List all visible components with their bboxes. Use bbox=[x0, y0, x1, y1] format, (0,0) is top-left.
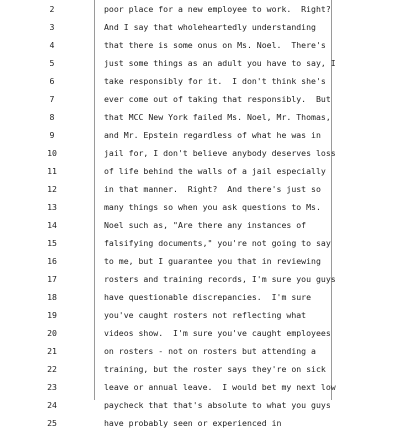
transcript-line bbox=[0, 270, 400, 288]
line-number: 4 bbox=[49, 40, 55, 50]
transcript-line bbox=[0, 108, 400, 126]
line-number: 16 bbox=[47, 256, 57, 266]
line-text: jail for, I don't believe anybody deserves loss bbox=[104, 148, 336, 158]
line-text: many things so when you ask questions to Ms. bbox=[104, 202, 321, 212]
transcript-line bbox=[0, 198, 400, 216]
line-number: 23 bbox=[47, 382, 57, 392]
line-text: videos show. I'm sure you've caught employees bbox=[104, 328, 331, 338]
line-number: 18 bbox=[47, 292, 57, 302]
line-number: 9 bbox=[49, 130, 55, 140]
transcript-line bbox=[0, 18, 400, 36]
line-text: And I say that wholeheartedly understanding bbox=[104, 22, 316, 32]
line-number: 5 bbox=[49, 58, 55, 68]
transcript-line bbox=[0, 72, 400, 90]
line-text: that MCC New York failed Ms. Noel, Mr. Thomas, bbox=[104, 112, 331, 122]
line-text: poor place for a new employee to work. Right? bbox=[104, 4, 331, 14]
line-text: have probably seen or experienced in bbox=[104, 418, 282, 428]
line-number: 3 bbox=[49, 22, 55, 32]
transcript-line bbox=[0, 234, 400, 252]
line-number: 21 bbox=[47, 346, 57, 356]
line-text: of life behind the walls of a jail especially bbox=[104, 166, 326, 176]
transcript-line bbox=[0, 180, 400, 198]
transcript-line bbox=[0, 378, 400, 396]
transcript-line bbox=[0, 360, 400, 378]
line-text: in that manner. Right? And there's just so bbox=[104, 184, 321, 194]
transcript-line bbox=[0, 306, 400, 324]
line-number: 10 bbox=[47, 148, 57, 158]
line-number: 7 bbox=[49, 94, 55, 104]
line-text: leave or annual leave. I would bet my next low bbox=[104, 382, 336, 392]
transcript-line bbox=[0, 90, 400, 108]
transcript-line bbox=[0, 36, 400, 54]
line-number: 19 bbox=[47, 310, 57, 320]
transcript-line bbox=[0, 0, 400, 18]
transcript-line bbox=[0, 162, 400, 180]
transcript-line bbox=[0, 414, 400, 432]
line-number: 17 bbox=[47, 274, 57, 284]
line-text: to me, but I guarantee you that in reviewing bbox=[104, 256, 321, 266]
line-text: you've caught rosters not reflecting what bbox=[104, 310, 307, 320]
line-number: 14 bbox=[47, 220, 57, 230]
transcript-line bbox=[0, 288, 400, 306]
line-text: have questionable discrepancies. I'm sure bbox=[104, 292, 312, 302]
line-text: Noel such as, "Are there any instances of bbox=[104, 220, 307, 230]
transcript-line bbox=[0, 396, 400, 414]
transcript-line bbox=[0, 324, 400, 342]
line-text: and Mr. Epstein regardless of what he was in bbox=[104, 130, 321, 140]
line-text: on rosters - not on rosters but attending a bbox=[104, 346, 316, 356]
line-text: training, but the roster says they're on sick bbox=[104, 364, 326, 374]
line-number: 11 bbox=[47, 166, 57, 176]
line-text: rosters and training records, I'm sure you guys bbox=[104, 274, 336, 284]
transcript-line bbox=[0, 144, 400, 162]
line-number: 24 bbox=[47, 400, 57, 410]
line-text: take responsibly for it. I don't think she's bbox=[104, 76, 326, 86]
transcript-line bbox=[0, 126, 400, 144]
line-number: 20 bbox=[47, 328, 57, 338]
line-text: ever come out of taking that responsibly. But bbox=[104, 94, 331, 104]
line-number: 22 bbox=[47, 364, 57, 374]
line-number: 25 bbox=[47, 418, 57, 428]
transcript-line bbox=[0, 216, 400, 234]
line-number: 13 bbox=[47, 202, 57, 212]
line-text: just some things as an adult you have to say, I bbox=[104, 58, 336, 68]
line-text: that there is some onus on Ms. Noel. There's bbox=[104, 40, 326, 50]
transcript-line bbox=[0, 342, 400, 360]
line-number: 8 bbox=[49, 112, 55, 122]
line-number: 2 bbox=[49, 4, 55, 14]
line-number: 15 bbox=[47, 238, 57, 248]
line-text: falsifying documents," you're not going to say bbox=[104, 238, 331, 248]
transcript-line bbox=[0, 252, 400, 270]
line-number: 12 bbox=[47, 184, 57, 194]
line-text: paycheck that that's absolute to what you guys bbox=[104, 400, 331, 410]
line-number: 6 bbox=[49, 76, 55, 86]
transcript-line bbox=[0, 54, 400, 72]
